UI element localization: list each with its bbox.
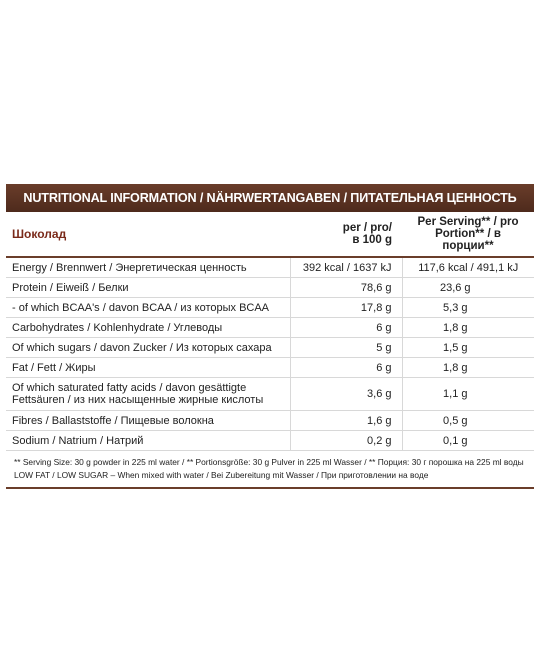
per-100g-value: 78,6 g [290,278,402,298]
row-label: Fat / Fett / Жиры [6,358,290,378]
table-row [6,318,534,338]
per-100g-value: 3,6 g [290,378,402,411]
table-row [6,358,534,378]
per-100g-value: 1,6 g [290,411,402,431]
row-label: Protein / Eiweiß / Белки [6,278,290,298]
per-serving-value: 0,5 g [402,411,534,431]
table-row [6,278,534,298]
footnotes [6,451,534,487]
row-label: - of which BCAA's / davon BCAA / из которых BCAA [6,298,290,318]
per-100g-value: 5 g [290,338,402,358]
table-row [6,378,534,411]
row-label: Sodium / Natrium / Натрий [6,431,290,451]
per-100g-value: 17,8 g [290,298,402,318]
table-row [6,257,534,278]
table-row [6,298,534,318]
flavor-label: Шоколад [6,212,290,257]
per-100g-header: per / pro/ в 100 g [290,212,402,257]
row-label: Energy / Brennwert / Энергетическая ценность [6,257,290,278]
nutrition-panel [6,184,534,489]
table-row [6,338,534,358]
per-serving-value: 1,1 g [402,378,534,411]
row-label: Carbohydrates / Kohlenhydrate / Углеводы [6,318,290,338]
per-serving-value: 0,1 g [402,431,534,451]
per-100g-value: 6 g [290,358,402,378]
per-serving-header: Per Serving** / pro Portion** / в порции** [402,212,534,257]
per-serving-value: 1,5 g [402,338,534,358]
row-label: Of which sugars / davon Zucker / Из которых сахара [6,338,290,358]
serving-note: ** Serving Size: 30 g powder in 225 ml water / ** Portionsgröße: 30 g Pulver in 225 ml Wasser / ** Порция: 30 г порошка на 225 ml воды [14,457,524,467]
per-100g-value: 0,2 g [290,431,402,451]
table-row [6,411,534,431]
per-serving-value: 117,6 kcal / 491,1 kJ [402,257,534,278]
per-100g-value: 6 g [290,318,402,338]
nutrition-title: NUTRITIONAL INFORMATION / NÄHRWERTANGABEN / ПИТАТЕЛЬНАЯ ЦЕННОСТЬ [6,184,534,212]
row-label: Fibres / Ballaststoffe / Пищевые волокна [6,411,290,431]
bottom-divider [6,487,534,489]
per-serving-value: 5,3 g [402,298,534,318]
low-fat-note: LOW FAT / LOW SUGAR – When mixed with water / Bei Zubereitung mit Wasser / При приготовлении на воде [14,470,429,480]
row-label: Of which saturated fatty acids / davon gesättigte Fettsäuren / из них насыщенные жирные кислоты [6,378,290,411]
header-row [6,212,534,257]
per-100g-value: 392 kcal / 1637 kJ [290,257,402,278]
nutrition-table [6,212,534,451]
per-serving-value: 1,8 g [402,358,534,378]
table-row [6,431,534,451]
per-serving-value: 1,8 g [402,318,534,338]
per-serving-value: 23,6 g [402,278,534,298]
